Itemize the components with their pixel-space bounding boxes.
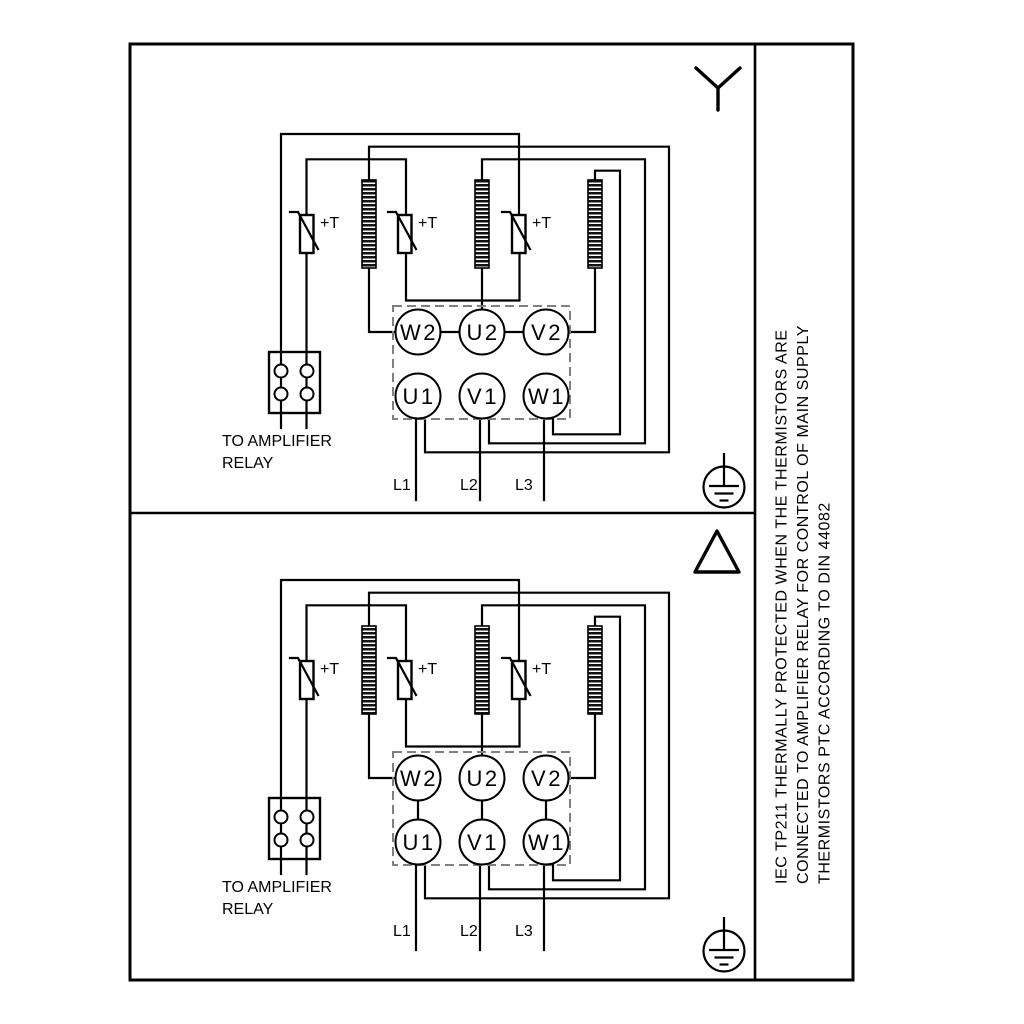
amplifier-relay-terminals bbox=[269, 798, 320, 859]
side-note-line3: THERMISTORS PTC ACCORDING TO DIN 44082 bbox=[816, 502, 834, 884]
supply-label-l2: L2 bbox=[460, 477, 478, 494]
thermistor-label: +T bbox=[320, 215, 340, 232]
motor-winding-coil bbox=[475, 180, 489, 268]
relay-terminal bbox=[275, 811, 288, 824]
delta-connection-icon bbox=[695, 531, 739, 572]
terminal-label: V2 bbox=[531, 766, 563, 791]
wire bbox=[307, 605, 407, 661]
relay-terminal bbox=[275, 388, 288, 401]
relay-caption-line1: TO AMPLIFIER bbox=[222, 879, 332, 896]
supply-label-l1: L1 bbox=[393, 923, 411, 940]
relay-terminal bbox=[275, 365, 288, 378]
thermistor-label: +T bbox=[320, 661, 340, 678]
terminal-label: W1 bbox=[528, 830, 566, 855]
motor-winding-coil bbox=[362, 626, 376, 714]
terminal-label: V2 bbox=[531, 320, 563, 345]
star-connection-icon bbox=[696, 68, 740, 110]
terminal-label: V1 bbox=[467, 384, 499, 409]
terminal-label: W2 bbox=[400, 320, 438, 345]
amplifier-relay-terminals bbox=[269, 352, 320, 413]
terminal-label: V1 bbox=[467, 830, 499, 855]
thermistor-label: +T bbox=[418, 215, 438, 232]
terminal-label: U1 bbox=[402, 384, 436, 409]
relay-terminal bbox=[301, 811, 314, 824]
motor-winding-coil bbox=[475, 626, 489, 714]
relay-terminal bbox=[301, 388, 314, 401]
terminal-label: U2 bbox=[466, 766, 500, 791]
supply-label-l3: L3 bbox=[515, 477, 533, 494]
relay-caption-line2: RELAY bbox=[222, 455, 274, 472]
thermistor-label: +T bbox=[532, 661, 552, 678]
earth-ground-icon bbox=[704, 917, 745, 972]
supply-label-l1: L1 bbox=[393, 477, 411, 494]
terminal-label: U2 bbox=[466, 320, 500, 345]
side-note-line2: CONNECTED TO AMPLIFIER RELAY FOR CONTROL OF MAIN SUPPLY bbox=[795, 325, 812, 884]
relay-terminal bbox=[301, 834, 314, 847]
panel-delta bbox=[222, 531, 745, 972]
panel-star bbox=[222, 68, 745, 508]
terminal-label: W1 bbox=[528, 384, 566, 409]
thermistor-label: +T bbox=[418, 661, 438, 678]
side-note-line1: IEC TP211 THERMALLY PROTECTED WHEN THE THERMISTORS ARE bbox=[773, 329, 791, 884]
motor-winding-coil bbox=[362, 180, 376, 268]
relay-terminal bbox=[301, 365, 314, 378]
terminal-label: W2 bbox=[400, 766, 438, 791]
wire bbox=[406, 253, 520, 301]
supply-label-l3: L3 bbox=[515, 923, 533, 940]
terminal-label: U1 bbox=[402, 830, 436, 855]
relay-terminal bbox=[275, 834, 288, 847]
relay-caption-line1: TO AMPLIFIER bbox=[222, 433, 332, 450]
motor-winding-coil bbox=[588, 180, 602, 268]
supply-label-l2: L2 bbox=[460, 923, 478, 940]
side-note bbox=[774, 325, 834, 884]
thermistor-label: +T bbox=[532, 215, 552, 232]
relay-caption-line2: RELAY bbox=[222, 901, 274, 918]
earth-ground-icon bbox=[704, 453, 745, 508]
motor-winding-coil bbox=[588, 626, 602, 714]
wire bbox=[406, 699, 520, 747]
wire bbox=[307, 159, 407, 215]
